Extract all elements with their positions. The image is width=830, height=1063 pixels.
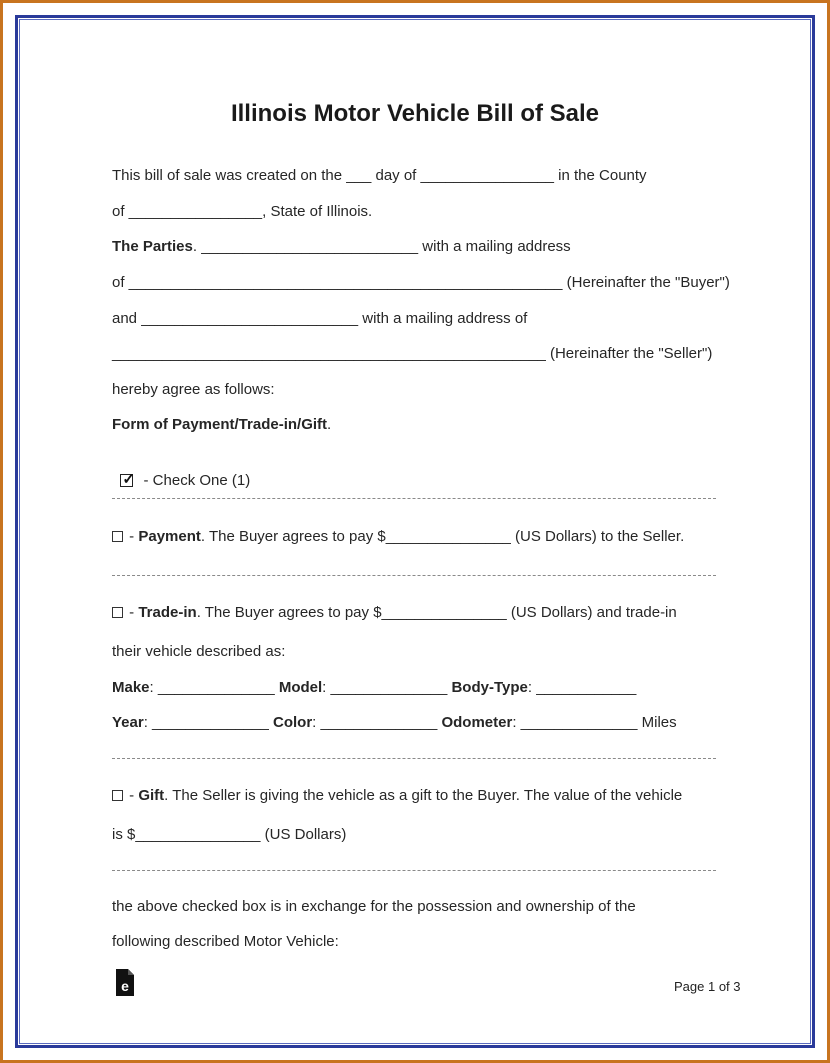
seller-address-line: ____________________________________________________ (Hereinafter the "Seller") [112,345,713,362]
tradein-line-2: their vehicle described as: [112,643,286,660]
checked-checkbox-icon[interactable]: ✓ [122,471,135,488]
svg-text:e: e [121,978,129,994]
payment-form-period: . [327,416,332,433]
intro-line-1: This bill of sale was created on the ___ day of ________________ in the County [112,167,647,184]
gift-prefix: - [125,787,139,804]
model-blank: : ______________ [322,679,452,696]
check-one-line [112,455,250,489]
dashed-divider [112,498,716,499]
dashed-divider [112,758,716,759]
tradein-label: Trade-in [138,604,197,621]
document-title: Illinois Motor Vehicle Bill of Sale [230,100,600,127]
intro-line-2: of ________________, State of Illinois. [112,203,373,220]
agree-line: hereby agree as follows: [112,381,275,398]
bodytype-label: Body-Type [451,679,528,696]
gift-label: Gift [138,787,165,804]
page-number: Page 1 of 3 [674,979,741,994]
payment-form-label: Form of Payment/Trade-in/Gift [112,416,328,433]
color-label: Color [273,714,313,731]
make-label: Make [112,679,150,696]
buyer-address-line: of ____________________________________________________ (Hereinafter the "Buyer") [112,274,730,291]
payment-label: Payment [138,528,201,545]
payment-rest: . The Buyer agrees to pay $_______________ (US Dollars) to the Seller. [200,528,685,545]
vehicle-make-line [112,679,636,696]
model-label: Model [278,679,323,696]
odometer-label: Odometer [441,714,513,731]
gift-option-line [112,787,682,804]
color-blank: : ______________ [312,714,442,731]
parties-line [112,238,571,255]
check-one-text: - Check One (1) [139,472,251,489]
payment-prefix: - [125,528,139,545]
gift-line-2: is $_______________ (US Dollars) [112,826,347,843]
payment-option-line [112,528,684,545]
dashed-divider [112,870,716,871]
gift-rest: . The Seller is giving the vehicle as a gift to the Buyer. The value of the vehicle [164,787,683,804]
tradein-prefix: - [125,604,139,621]
year-blank: : ______________ [143,714,273,731]
closing-line-1: the above checked box is in exchange for the possession and ownership of the [112,898,636,915]
make-blank: : ______________ [149,679,279,696]
parties-rest: . __________________________ with a mailing address [192,238,571,255]
dashed-divider [112,575,716,576]
closing-line-2: following described Motor Vehicle: [112,933,339,950]
gift-checkbox-icon[interactable] [112,790,123,801]
vehicle-year-line [112,714,677,731]
tradein-checkbox-icon[interactable] [112,607,123,618]
seller-line: and __________________________ with a mailing address of [112,310,528,327]
odometer-blank: : ______________ Miles [512,714,677,731]
parties-label: The Parties [112,238,193,255]
year-label: Year [112,714,144,731]
eforms-logo-icon [116,969,134,996]
bodytype-blank: : ____________ [527,679,637,696]
tradein-option-line [112,604,677,621]
tradein-rest: . The Buyer agrees to pay $_______________ (US Dollars) and trade-in [196,604,677,621]
payment-checkbox-icon[interactable] [112,531,123,542]
payment-form-heading [112,416,331,433]
